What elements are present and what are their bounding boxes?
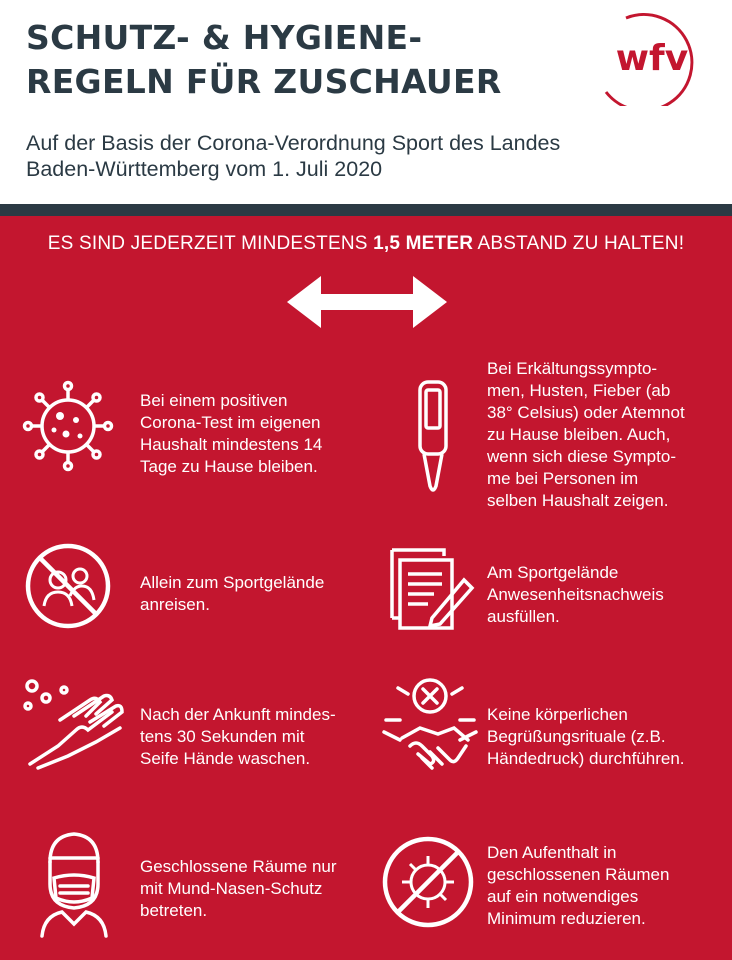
rule-line: mit Mund-Nasen-Schutz [140,879,323,898]
rule-text-minimize-indoors [487,842,669,930]
rule-text-mask-indoors [140,856,337,922]
rule-text-attendance [487,562,664,628]
subtitle-line-2: Baden-Württemberg vom 1. Juli 2020 [26,157,383,181]
subtitle [26,130,560,182]
rule-line: Keine körperlichen [487,705,628,724]
rule-text-symptoms [487,358,685,512]
rule-line: Händedruck) durchführen. [487,749,685,768]
rule-line: Bei einem positiven [140,391,288,410]
rule-line: ausfüllen. [487,607,560,626]
face-mask-icon [38,828,110,938]
rule-line: Am Sportgelände [487,563,619,582]
header [0,0,732,204]
rule-line: 38° Celsius) oder Atemnot [487,403,685,422]
rule-line: Haushalt mindestens 14 [140,435,323,454]
rule-line: men, Husten, Fieber (ab [487,381,671,400]
title-line-2: REGELN FÜR ZUSCHAUER [26,62,502,101]
rule-line: Minimum reduzieren. [487,909,646,928]
rule-text-travel-alone [140,572,324,616]
page-title [26,16,502,104]
rule-line: tens 30 Sekunden mit [140,727,305,746]
no-carpool-icon [24,542,112,630]
rule-line: selben Haushalt zeigen. [487,491,669,510]
rule-line: Bei Erkältungssympto- [487,359,658,378]
rule-line: anreisen. [140,595,210,614]
rule-line: Anwesenheitsnachweis [487,585,664,604]
rule-line: auf ein notwendiges [487,887,639,906]
header-divider [0,204,732,216]
rule-line: geschlossenen Räumen [487,865,670,884]
subtitle-line-1: Auf der Basis der Corona-Verordnung Sport des Landes [26,131,561,155]
rule-line: zu Hause bleiben. Auch, [487,425,671,444]
attendance-form-icon [386,544,478,632]
title-line-1: SCHUTZ- & HYGIENE- [26,18,423,57]
rule-line: Seife Hände waschen. [140,749,311,768]
rule-line: Geschlossene Räume nur [140,857,337,876]
rule-line: Den Aufenthalt in [487,843,617,862]
distance-banner [0,233,732,255]
rule-text-positive-test [140,390,322,478]
handwashing-icon [20,676,130,772]
rule-text-handwashing [140,704,336,770]
banner-suffix: ABSTAND ZU HALTEN! [473,233,685,254]
banner-highlight: 1,5 METER [373,233,474,254]
virus-icon [22,380,114,472]
rule-line: Tage zu Hause bleiben. [140,457,318,476]
rule-line: Allein zum Sportgelände [140,573,325,592]
rule-line: me bei Personen im [487,469,639,488]
logo-text: wfv [615,38,689,79]
no-virus-indoors-icon [380,834,476,930]
no-handshake-icon [380,676,480,780]
rule-text-no-greeting [487,704,685,770]
rule-line: wenn sich diese Sympto- [487,447,676,466]
rule-line: betreten. [140,901,208,920]
wfv-logo [596,6,708,106]
rule-line: Begrüßungsrituale (z.B. [487,727,666,746]
double-arrow-icon [287,276,447,328]
rule-line: Corona-Test im eigenen [140,413,321,432]
banner-prefix: ES SIND JEDERZEIT MINDESTENS [47,233,374,254]
rule-line: Nach der Ankunft mindes- [140,705,336,724]
thermometer-icon [408,378,458,496]
